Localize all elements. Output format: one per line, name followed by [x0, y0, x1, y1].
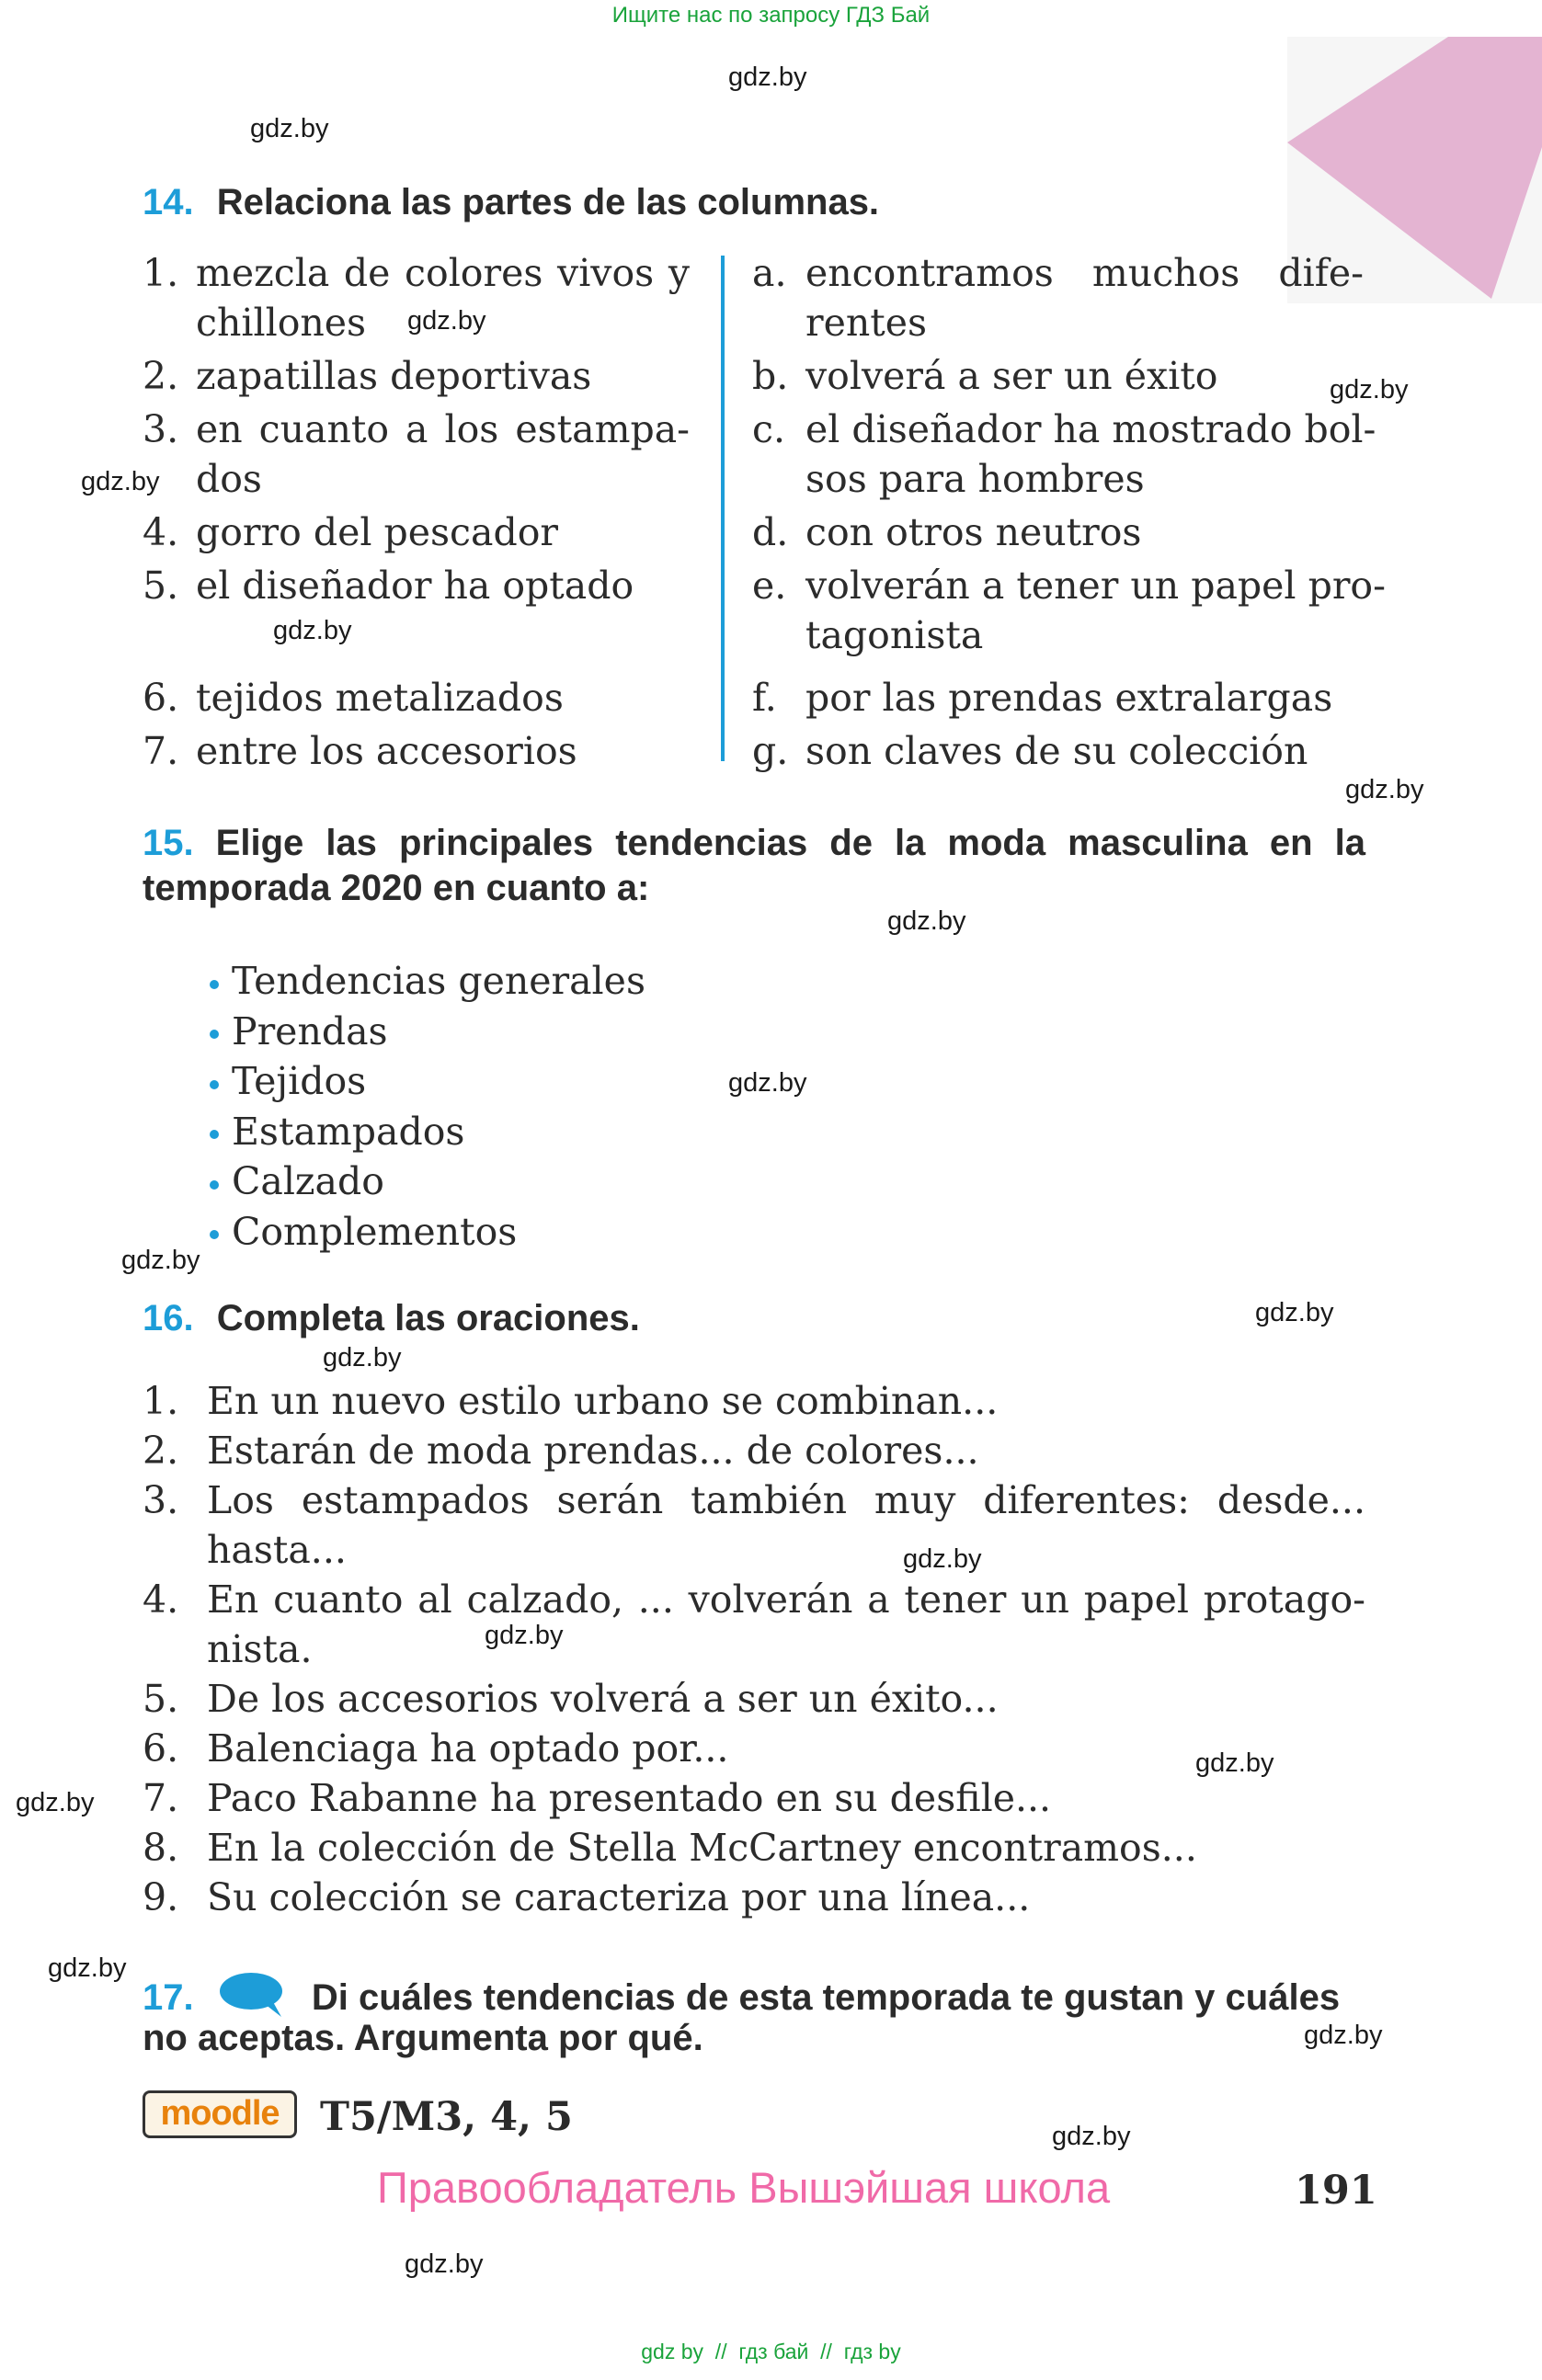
item-text: chillones — [196, 301, 367, 345]
item-text: nista. — [207, 1627, 313, 1671]
ex17-number: 17. — [143, 1977, 194, 2018]
moodle-logo — [143, 2090, 297, 2138]
bullet-item — [210, 956, 645, 1007]
watermark: gdz.by — [1304, 2021, 1383, 2050]
sentence-item — [143, 1773, 1365, 1823]
bullet-text: Prendas — [232, 1008, 388, 1053]
watermark: gdz.by — [1255, 1298, 1334, 1327]
ex17-line2: no aceptas. Argumenta por qué. — [143, 2018, 703, 2058]
copyright-holder: Правообладатель Вышэйшая школа — [377, 2163, 1111, 2212]
match-left-item — [143, 673, 690, 723]
ex15-line1-text: Elige las principales tendencias de la moda masculina en la — [215, 823, 1365, 863]
item-text: rentes — [805, 301, 928, 345]
item-text: son claves de su colección — [805, 729, 1308, 773]
watermark: gdz.by — [1195, 1748, 1274, 1778]
item-number: 4. — [143, 1577, 179, 1622]
top-banner[interactable]: Ищите нас по запросу ГДЗ Бай — [611, 3, 931, 28]
watermark: gdz.by — [323, 1343, 402, 1372]
watermark: gdz.by — [1052, 2122, 1131, 2151]
item-number: 2. — [143, 1429, 179, 1473]
bullet-item — [210, 1156, 645, 1207]
item-number: 3. — [143, 407, 179, 451]
ex14-heading — [143, 182, 879, 223]
match-left-item — [143, 404, 690, 504]
item-text: En la colección de Stella McCartney encontramos... — [207, 1826, 1197, 1870]
item-number: 6. — [143, 1726, 179, 1771]
ex15-line2: temporada 2020 en cuanto a: — [143, 868, 650, 908]
item-text: En cuanto al calzado, ... volverán a tener un papel protago- — [207, 1577, 1365, 1622]
match-right-item — [752, 507, 1364, 557]
match-left-item — [143, 726, 690, 776]
bullet-text: Estampados — [232, 1109, 465, 1154]
item-number: 6. — [143, 676, 179, 720]
item-text: Balenciaga ha optado por... — [207, 1726, 729, 1771]
item-text: zapatillas deportivas — [196, 354, 592, 398]
bullet-text: Complementos — [232, 1209, 518, 1254]
match-right-item — [752, 726, 1364, 776]
watermark: gdz.by — [121, 1246, 200, 1275]
item-number: 7. — [143, 1776, 179, 1820]
bullet-item — [210, 1207, 645, 1258]
sentence-item — [143, 1674, 1365, 1724]
item-text: entre los accesorios — [196, 729, 577, 773]
bullet-item — [210, 1007, 645, 1057]
sentence-item — [143, 1823, 1365, 1873]
item-text: el diseñador ha optado — [196, 564, 634, 608]
item-text: De los accesorios volverá a ser un éxito... — [207, 1677, 999, 1721]
bullet-text: Tendencias generales — [232, 959, 645, 1003]
watermark: gdz.by — [903, 1544, 982, 1574]
item-text: Su colección se caracteriza por una línea... — [207, 1875, 1031, 1919]
footer-links[interactable]: gdz by // гдз бай // гдз by — [641, 2340, 901, 2363]
watermark: gdz.by — [887, 906, 966, 936]
item-text: Paco Rabanne ha presentado en su desfile... — [207, 1776, 1052, 1820]
item-number: 5. — [143, 564, 179, 608]
item-number: d. — [752, 510, 789, 554]
match-right-item — [752, 351, 1364, 401]
watermark: gdz.by — [405, 2249, 484, 2279]
match-left-item — [143, 248, 690, 347]
moodle-logo-text: moodle — [160, 2094, 280, 2133]
bullet-item — [210, 1056, 645, 1107]
bullet-item — [210, 1107, 645, 1157]
watermark: gdz.by — [407, 306, 486, 336]
match-left-item — [143, 561, 690, 660]
bullet-dot-icon — [210, 1130, 219, 1139]
watermark: gdz.by — [485, 1621, 564, 1650]
ex15-bullet-list — [210, 956, 645, 1257]
bullet-dot-icon — [210, 980, 219, 989]
watermark: gdz.by — [1345, 775, 1424, 804]
sentence-item — [143, 1575, 1365, 1674]
speech-bubble-icon — [217, 1971, 283, 2017]
item-text: por las prendas extralargas — [805, 676, 1333, 720]
match-right-item — [752, 248, 1364, 347]
bullet-dot-icon — [210, 1030, 219, 1039]
item-number: 7. — [143, 729, 179, 773]
watermark: gdz.by — [1330, 375, 1409, 404]
item-number: a. — [752, 251, 787, 295]
item-number: 4. — [143, 510, 179, 554]
ex14-left-column — [143, 248, 690, 780]
item-text: volverá a ser un éxito — [805, 354, 1218, 398]
match-right-item — [752, 404, 1376, 504]
match-right-item — [752, 673, 1364, 723]
item-number: 1. — [143, 251, 179, 295]
watermark: gdz.by — [250, 114, 329, 143]
item-number: 8. — [143, 1826, 179, 1870]
item-text: tagonista — [805, 613, 984, 657]
item-text: tejidos metalizados — [196, 676, 564, 720]
sentence-item — [143, 1724, 1365, 1773]
ex14-number: 14. — [143, 182, 194, 222]
item-number: f. — [752, 676, 777, 720]
bullet-dot-icon — [210, 1230, 219, 1239]
item-text: en cuanto a los estampa- — [196, 407, 690, 451]
item-text: Los estampados serán también muy diferentes: desde... — [207, 1478, 1365, 1522]
bullet-dot-icon — [210, 1180, 219, 1190]
item-number: 2. — [143, 354, 179, 398]
ex17-line1 — [143, 1971, 1365, 2019]
ex15-line1 — [143, 823, 1365, 864]
column-divider — [721, 256, 725, 761]
item-number: 5. — [143, 1677, 179, 1721]
bullet-text: Tejidos — [232, 1059, 367, 1103]
watermark: gdz.by — [728, 1068, 807, 1098]
watermark: gdz.by — [728, 63, 807, 92]
item-number: 9. — [143, 1875, 179, 1919]
page-number: 191 — [1295, 2168, 1377, 2214]
ex16-number: 16. — [143, 1298, 194, 1338]
item-text: encontramos muchos dife- — [805, 251, 1364, 295]
item-text: volverán a tener un papel pro- — [805, 564, 1386, 608]
match-left-item — [143, 507, 690, 557]
item-number: e. — [752, 564, 787, 608]
ex16-list — [143, 1376, 1365, 1922]
item-number: c. — [752, 407, 785, 451]
item-text: gorro del pescador — [196, 510, 558, 554]
ex16-title: Completa las oraciones. — [216, 1298, 640, 1338]
watermark: gdz.by — [273, 616, 352, 645]
item-text: con otros neutros — [805, 510, 1142, 554]
watermark: gdz.by — [48, 1953, 127, 1983]
item-text: mezcla de colores vivos y — [196, 251, 690, 295]
sentence-item — [143, 1475, 1365, 1575]
item-number: 1. — [143, 1379, 179, 1423]
match-left-item — [143, 351, 690, 401]
item-text: Estarán de moda prendas... de colores... — [207, 1429, 979, 1473]
item-number: 3. — [143, 1478, 179, 1522]
item-text: sos para hombres — [805, 457, 1145, 501]
item-text: hasta... — [207, 1528, 347, 1572]
item-number: b. — [752, 354, 789, 398]
sentence-item — [143, 1873, 1365, 1922]
item-text: En un nuevo estilo urbano se combinan... — [207, 1379, 999, 1423]
ex14-title: Relaciona las partes de las columnas. — [216, 182, 880, 222]
ex16-heading — [143, 1298, 640, 1339]
watermark: gdz.by — [16, 1788, 95, 1817]
ex15-number: 15. — [143, 823, 194, 863]
moodle-reference: T5/M3, 4, 5 — [320, 2094, 573, 2140]
bullet-text: Calzado — [232, 1159, 384, 1203]
watermark: gdz.by — [81, 467, 160, 496]
item-text: dos — [196, 457, 262, 501]
item-text: el diseñador ha mostrado bol- — [805, 407, 1376, 451]
sentence-item — [143, 1426, 1365, 1475]
ex17-line1-text: Di cuáles tendencias de esta temporada te gustan y cuáles — [311, 1977, 1341, 2018]
sentence-item — [143, 1376, 1365, 1426]
bullet-dot-icon — [210, 1080, 219, 1089]
item-number: g. — [752, 729, 789, 773]
match-right-item — [752, 561, 1386, 660]
